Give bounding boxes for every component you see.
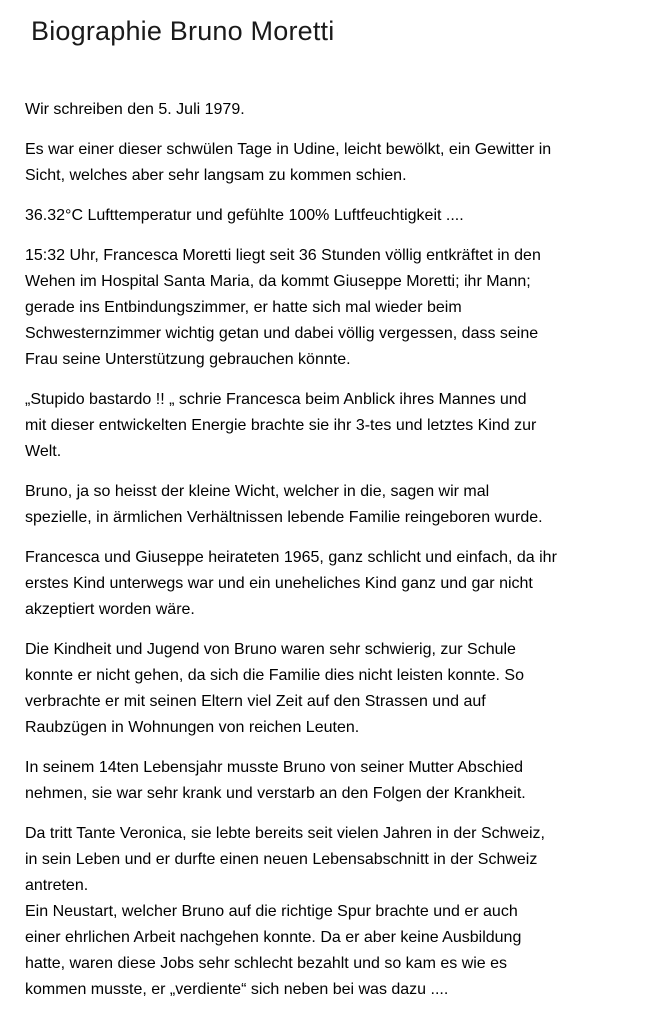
text-line: erstes Kind unterwegs war und ein uneheliches Kind ganz und gar nicht (25, 575, 533, 592)
text-line: einer ehrlichen Arbeit nachgehen konnte. Da er aber keine Ausbildung (25, 929, 522, 946)
text-line: Da tritt Tante Veronica, sie lebte bereits seit vielen Jahren in der Schweiz, (25, 825, 545, 842)
text-line: spezielle, in ärmlichen Verhältnissen lebende Familie reingeboren wurde. (25, 509, 543, 526)
paragraph (25, 821, 625, 1003)
text-line: hatte, waren diese Jobs sehr schlecht bezahlt und so kam es wie es (25, 955, 508, 972)
document-body (25, 97, 625, 1003)
paragraph (25, 97, 625, 123)
text-line: Sicht, welches aber sehr langsam zu kommen schien. (25, 167, 407, 184)
text-line: akzeptiert worden wäre. (25, 601, 195, 618)
paragraph (25, 203, 625, 229)
text-line: mit dieser entwickelten Energie brachte sie ihr 3-tes und letztes Kind zur (25, 417, 537, 434)
text-line: Schwesternzimmer wichtig getan und dabei völlig vergessen, dass seine (25, 325, 539, 342)
paragraph (25, 137, 625, 189)
text-line: 36.32°C Lufttemperatur und gefühlte 100% Luftfeuchtigkeit .... (25, 207, 464, 224)
text-line: Bruno, ja so heisst der kleine Wicht, welcher in die, sagen wir mal (25, 483, 490, 500)
text-line: Die Kindheit und Jugend von Bruno waren sehr schwierig, zur Schule (25, 641, 516, 658)
paragraph (25, 479, 625, 531)
text-line: verbrachte er mit seinen Eltern viel Zeit auf den Strassen und auf (25, 693, 486, 710)
document-title: Biographie Bruno Moretti (31, 16, 335, 46)
paragraph (25, 637, 625, 741)
text-line: nehmen, sie war sehr krank und verstarb an den Folgen der Krankheit. (25, 785, 526, 802)
text-line: antreten. (25, 877, 89, 894)
text-line: Raubzügen in Wohnungen von reichen Leuten. (25, 719, 360, 736)
text-line: Frau seine Unterstützung gebrauchen könnte. (25, 351, 351, 368)
text-line: konnte er nicht gehen, da sich die Familie dies nicht leisten konnte. So (25, 667, 524, 684)
text-line: 15:32 Uhr, Francesca Moretti liegt seit 36 Stunden völlig entkräftet in den (25, 247, 541, 264)
paragraph (25, 243, 625, 373)
paragraph (25, 755, 625, 807)
text-line: in sein Leben und er durfte einen neuen Lebensabschnitt in der Schweiz (25, 851, 538, 868)
text-line: „Stupido bastardo !! „ schrie Francesca beim Anblick ihres Mannes und (25, 391, 527, 408)
text-line: Francesca und Giuseppe heirateten 1965, ganz schlicht und einfach, da ihr (25, 549, 557, 566)
text-line: Wir schreiben den 5. Juli 1979. (25, 101, 245, 118)
text-line: Wehen im Hospital Santa Maria, da kommt Giuseppe Moretti; ihr Mann; (25, 273, 531, 290)
text-line: gerade ins Entbindungszimmer, er hatte sich mal wieder beim (25, 299, 462, 316)
paragraph (25, 387, 625, 465)
text-line: In seinem 14ten Lebensjahr musste Bruno von seiner Mutter Abschied (25, 759, 524, 776)
text-line: Ein Neustart, welcher Bruno auf die richtige Spur brachte und er auch (25, 903, 518, 920)
paragraph (25, 545, 625, 623)
text-line: Es war einer dieser schwülen Tage in Udine, leicht bewölkt, ein Gewitter in (25, 141, 552, 158)
text-line: kommen musste, er „verdiente“ sich neben bei was dazu .... (25, 981, 449, 998)
text-line: Welt. (25, 443, 62, 460)
